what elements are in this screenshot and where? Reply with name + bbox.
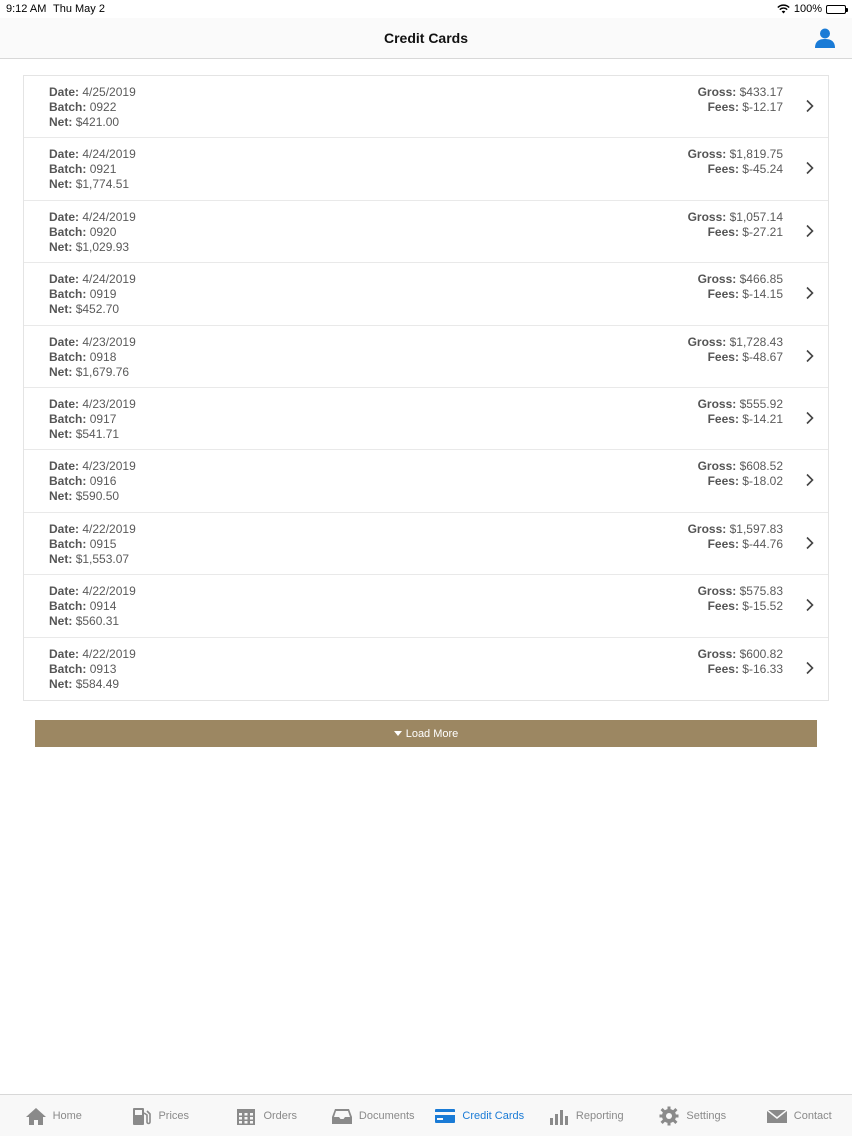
batch-left-info bbox=[49, 272, 136, 317]
batch-right-info bbox=[688, 335, 783, 365]
net-value: $584.49 bbox=[75, 676, 120, 691]
fees-label: Fees: bbox=[707, 411, 739, 426]
gross-label: Gross: bbox=[697, 85, 737, 99]
fees-label: Fees: bbox=[707, 100, 739, 114]
date-value: 4/24/2019 bbox=[82, 209, 136, 224]
tab-label: Prices bbox=[158, 1109, 190, 1122]
gross-label: Gross: bbox=[687, 521, 727, 536]
batch-label: Batch: bbox=[49, 411, 87, 426]
net-label: Net: bbox=[49, 426, 73, 441]
gross-value: $1,057.14 bbox=[729, 209, 783, 224]
fees-line bbox=[688, 537, 783, 552]
batch-line bbox=[49, 599, 136, 614]
batch-row[interactable] bbox=[24, 513, 828, 575]
date-line bbox=[49, 210, 136, 225]
batch-left-info bbox=[49, 647, 136, 692]
tab-label: Settings bbox=[686, 1109, 727, 1122]
fuel-pump-icon bbox=[130, 1106, 152, 1126]
batch-right-info bbox=[688, 147, 783, 177]
fees-label: Fees: bbox=[707, 162, 739, 177]
gross-label: Gross: bbox=[687, 334, 727, 349]
batch-row[interactable] bbox=[24, 201, 828, 263]
batch-value: 0913 bbox=[89, 661, 117, 676]
fees-line bbox=[698, 100, 783, 115]
status-time: 9:12 AM bbox=[6, 3, 47, 15]
gross-value: $555.92 bbox=[739, 396, 783, 411]
gross-line bbox=[688, 210, 783, 225]
tab-label: Documents bbox=[358, 1109, 415, 1122]
inbox-icon bbox=[331, 1106, 353, 1126]
fees-label: Fees: bbox=[707, 287, 739, 302]
batch-line bbox=[49, 412, 136, 427]
date-line bbox=[49, 272, 136, 287]
gross-label: Gross: bbox=[697, 646, 737, 661]
batch-label: Batch: bbox=[49, 474, 87, 489]
gross-label: Gross: bbox=[697, 396, 737, 411]
gross-value: $1,819.75 bbox=[729, 147, 783, 162]
net-label: Net: bbox=[49, 364, 73, 379]
date-label: Date: bbox=[49, 272, 80, 287]
chevron-right-icon bbox=[805, 224, 814, 238]
net-label: Net: bbox=[49, 177, 73, 192]
chevron-right-icon bbox=[805, 536, 814, 550]
gross-label: Gross: bbox=[697, 272, 737, 287]
chevron-right-icon bbox=[805, 286, 814, 300]
fees-value: $-45.24 bbox=[742, 162, 783, 177]
tab-label: Home bbox=[52, 1109, 82, 1122]
batch-value: 0914 bbox=[89, 599, 117, 614]
date-line bbox=[49, 335, 136, 350]
tab-orders[interactable] bbox=[213, 1095, 320, 1136]
batch-right-info bbox=[688, 210, 783, 240]
date-label: Date: bbox=[49, 521, 80, 536]
date-line bbox=[49, 397, 136, 412]
tab-contact[interactable] bbox=[746, 1095, 852, 1136]
gross-line bbox=[688, 522, 783, 537]
batch-left-info bbox=[49, 210, 136, 255]
date-value: 4/23/2019 bbox=[82, 334, 136, 349]
battery-percent: 100% bbox=[793, 3, 822, 15]
date-value: 4/25/2019 bbox=[82, 85, 136, 99]
batch-row[interactable] bbox=[24, 326, 828, 388]
net-value: $452.70 bbox=[75, 302, 120, 317]
gross-line bbox=[698, 459, 783, 474]
fees-label: Fees: bbox=[707, 224, 739, 239]
batch-left-info bbox=[49, 522, 136, 567]
date-label: Date: bbox=[49, 584, 80, 599]
tab-credit-cards[interactable] bbox=[426, 1095, 533, 1136]
envelope-icon bbox=[766, 1106, 788, 1126]
batch-line bbox=[49, 162, 136, 177]
batch-left-info bbox=[49, 85, 136, 130]
home-icon bbox=[25, 1106, 47, 1126]
chevron-right-icon bbox=[805, 473, 814, 487]
batch-left-info bbox=[49, 147, 136, 192]
gross-value: $433.17 bbox=[739, 85, 783, 99]
batch-right-info bbox=[688, 522, 783, 552]
batch-left-info bbox=[49, 459, 136, 504]
tab-documents[interactable] bbox=[320, 1095, 427, 1136]
tab-label: Credit Cards bbox=[462, 1109, 525, 1122]
net-line bbox=[49, 677, 136, 692]
gear-icon bbox=[658, 1106, 680, 1126]
batch-line bbox=[49, 537, 136, 552]
batch-line bbox=[49, 225, 136, 240]
net-line bbox=[49, 489, 136, 504]
batch-label: Batch: bbox=[49, 536, 87, 551]
net-line bbox=[49, 115, 136, 130]
fees-label: Fees: bbox=[707, 661, 739, 676]
date-label: Date: bbox=[49, 396, 80, 411]
fees-value: $-15.52 bbox=[742, 599, 783, 614]
date-value: 4/23/2019 bbox=[82, 396, 136, 411]
status-right bbox=[777, 3, 846, 15]
fees-value: $-48.67 bbox=[742, 349, 783, 364]
date-value: 4/22/2019 bbox=[82, 646, 136, 661]
fees-label: Fees: bbox=[707, 349, 739, 364]
fees-value: $-14.21 bbox=[742, 411, 783, 426]
gross-value: $608.52 bbox=[739, 459, 783, 474]
fees-line bbox=[698, 599, 783, 614]
batch-label: Batch: bbox=[49, 100, 87, 114]
date-value: 4/22/2019 bbox=[82, 584, 136, 599]
date-line bbox=[49, 522, 136, 537]
net-line bbox=[49, 240, 136, 255]
status-date: Thu May 2 bbox=[53, 3, 105, 15]
batch-value: 0921 bbox=[89, 162, 117, 177]
page-title: Credit Cards bbox=[383, 30, 469, 46]
batch-value: 0922 bbox=[89, 100, 117, 114]
batch-right-info bbox=[698, 459, 783, 489]
date-label: Date: bbox=[49, 334, 80, 349]
gross-value: $600.82 bbox=[739, 646, 783, 661]
batch-right-info bbox=[698, 647, 783, 677]
fees-value: $-16.33 bbox=[742, 661, 783, 676]
date-line bbox=[49, 584, 136, 599]
net-line bbox=[49, 614, 136, 629]
batch-right-info bbox=[698, 584, 783, 614]
batch-list bbox=[23, 75, 829, 701]
tab-label: Contact bbox=[793, 1109, 832, 1122]
gross-value: $1,728.43 bbox=[729, 334, 783, 349]
load-more-label: Load More bbox=[405, 727, 459, 740]
date-line bbox=[49, 147, 136, 162]
load-more-button[interactable] bbox=[35, 720, 817, 747]
chevron-right-icon bbox=[805, 99, 814, 113]
profile-icon[interactable] bbox=[814, 27, 836, 49]
batch-label: Batch: bbox=[49, 661, 87, 676]
date-line bbox=[49, 459, 136, 474]
batch-line bbox=[49, 350, 136, 365]
gross-label: Gross: bbox=[687, 209, 727, 224]
batch-row[interactable] bbox=[24, 138, 828, 200]
battery-icon bbox=[826, 5, 846, 14]
gross-label: Gross: bbox=[687, 147, 727, 162]
date-value: 4/24/2019 bbox=[82, 147, 136, 162]
net-value: $1,029.93 bbox=[75, 239, 130, 254]
fees-value: $-18.02 bbox=[742, 474, 783, 489]
net-label: Net: bbox=[49, 676, 73, 691]
caret-down-icon bbox=[394, 731, 402, 736]
nav-bar bbox=[0, 18, 852, 59]
batch-value: 0920 bbox=[89, 224, 117, 239]
fees-label: Fees: bbox=[707, 474, 739, 489]
fees-line bbox=[698, 412, 783, 427]
net-label: Net: bbox=[49, 239, 73, 254]
date-label: Date: bbox=[49, 209, 80, 224]
date-value: 4/23/2019 bbox=[82, 459, 136, 474]
batch-label: Batch: bbox=[49, 287, 87, 302]
date-value: 4/24/2019 bbox=[82, 272, 136, 287]
batch-right-info bbox=[698, 272, 783, 302]
batch-value: 0915 bbox=[89, 536, 117, 551]
gross-label: Gross: bbox=[697, 584, 737, 599]
net-line bbox=[49, 427, 136, 442]
credit-card-icon bbox=[434, 1106, 456, 1126]
bar-chart-icon bbox=[548, 1106, 570, 1126]
date-value: 4/22/2019 bbox=[82, 521, 136, 536]
batch-left-info bbox=[49, 335, 136, 380]
net-line bbox=[49, 365, 136, 380]
date-label: Date: bbox=[49, 85, 80, 99]
fees-line bbox=[698, 474, 783, 489]
fees-line bbox=[688, 225, 783, 240]
date-label: Date: bbox=[49, 646, 80, 661]
fees-line bbox=[698, 662, 783, 677]
batch-value: 0919 bbox=[89, 287, 117, 302]
batch-line bbox=[49, 100, 136, 115]
fees-value: $-27.21 bbox=[742, 224, 783, 239]
gross-line bbox=[698, 85, 783, 100]
batch-line bbox=[49, 662, 136, 677]
net-value: $1,679.76 bbox=[75, 364, 130, 379]
gross-line bbox=[688, 335, 783, 350]
batch-line bbox=[49, 474, 136, 489]
gross-value: $575.83 bbox=[739, 584, 783, 599]
fees-value: $-12.17 bbox=[742, 100, 783, 114]
fees-value: $-14.15 bbox=[742, 287, 783, 302]
chevron-right-icon bbox=[805, 349, 814, 363]
net-label: Net: bbox=[49, 489, 73, 504]
fees-value: $-44.76 bbox=[742, 536, 783, 551]
net-value: $421.00 bbox=[75, 115, 120, 129]
fees-line bbox=[698, 287, 783, 302]
tab-label: Reporting bbox=[575, 1109, 624, 1122]
date-line bbox=[49, 85, 136, 100]
tab-label: Orders bbox=[263, 1109, 298, 1122]
fees-label: Fees: bbox=[707, 599, 739, 614]
batch-row[interactable] bbox=[24, 575, 828, 637]
gross-line bbox=[698, 647, 783, 662]
tab-prices[interactable] bbox=[107, 1095, 214, 1136]
batch-label: Batch: bbox=[49, 599, 87, 614]
net-value: $541.71 bbox=[75, 426, 120, 441]
tab-reporting[interactable] bbox=[533, 1095, 640, 1136]
batch-label: Batch: bbox=[49, 349, 87, 364]
net-line bbox=[49, 552, 136, 567]
batch-value: 0918 bbox=[89, 349, 117, 364]
chevron-right-icon bbox=[805, 598, 814, 612]
tab-settings[interactable] bbox=[639, 1095, 746, 1136]
batch-row[interactable] bbox=[24, 450, 828, 512]
batch-row[interactable] bbox=[24, 388, 828, 450]
chevron-right-icon bbox=[805, 161, 814, 175]
net-label: Net: bbox=[49, 551, 73, 566]
batch-row[interactable] bbox=[24, 638, 828, 700]
net-label: Net: bbox=[49, 115, 73, 129]
wifi-icon bbox=[777, 4, 790, 14]
gross-line bbox=[698, 584, 783, 599]
gross-line bbox=[698, 397, 783, 412]
batch-left-info bbox=[49, 584, 136, 629]
batch-label: Batch: bbox=[49, 162, 87, 177]
net-value: $1,774.51 bbox=[75, 177, 130, 192]
net-line bbox=[49, 177, 136, 192]
fees-label: Fees: bbox=[707, 536, 739, 551]
batch-right-info bbox=[698, 397, 783, 427]
batch-label: Batch: bbox=[49, 224, 87, 239]
chevron-right-icon bbox=[805, 661, 814, 675]
net-value: $1,553.07 bbox=[75, 551, 130, 566]
tab-bar bbox=[0, 1094, 852, 1136]
date-line bbox=[49, 647, 136, 662]
batch-row[interactable] bbox=[24, 263, 828, 325]
batch-line bbox=[49, 287, 136, 302]
gross-value: $1,597.83 bbox=[729, 521, 783, 536]
net-value: $560.31 bbox=[75, 614, 120, 629]
net-label: Net: bbox=[49, 302, 73, 317]
gross-line bbox=[698, 272, 783, 287]
batch-left-info bbox=[49, 397, 136, 442]
batch-value: 0917 bbox=[89, 411, 117, 426]
calendar-icon bbox=[235, 1106, 257, 1126]
date-label: Date: bbox=[49, 147, 80, 162]
gross-label: Gross: bbox=[697, 459, 737, 474]
gross-line bbox=[688, 147, 783, 162]
fees-line bbox=[688, 350, 783, 365]
batch-value: 0916 bbox=[89, 474, 117, 489]
net-label: Net: bbox=[49, 614, 73, 629]
batch-right-info bbox=[698, 85, 783, 115]
status-bar bbox=[0, 0, 852, 18]
tab-home[interactable] bbox=[0, 1095, 107, 1136]
net-value: $590.50 bbox=[75, 489, 120, 504]
net-line bbox=[49, 302, 136, 317]
batch-row[interactable] bbox=[24, 76, 828, 138]
fees-line bbox=[688, 162, 783, 177]
chevron-right-icon bbox=[805, 411, 814, 425]
gross-value: $466.85 bbox=[739, 272, 783, 287]
date-label: Date: bbox=[49, 459, 80, 474]
